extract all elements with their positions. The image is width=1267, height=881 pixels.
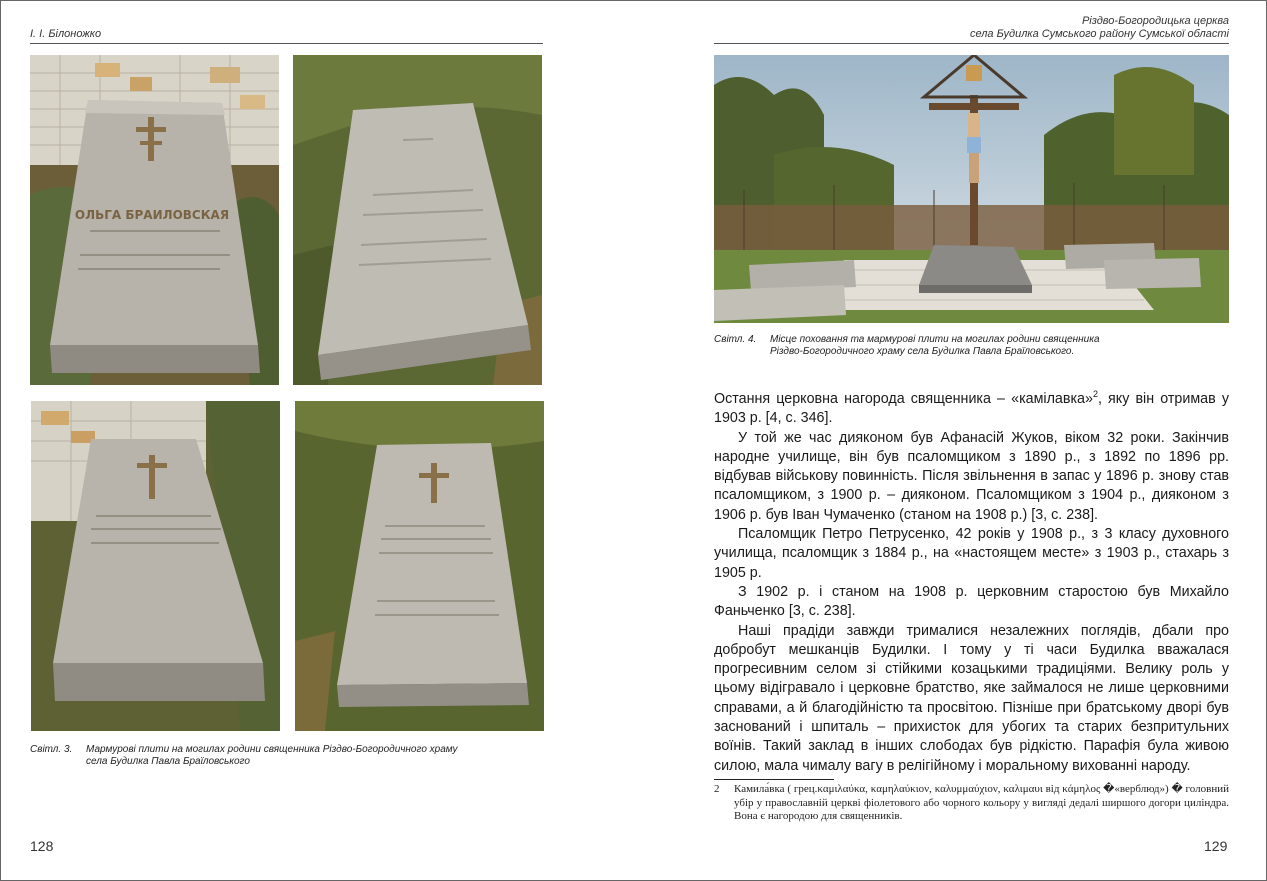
paragraph-5: Наші прадіди завжди трималися незалежних поглядів, дбали про добробут мешканців Будилки. І тому у ті часи Будилка вважалася прогресивним селом зі стійкими козацькими традиціями. Велику роль у цьому відігравало і церковне братство, яке займалося не лише церковними справами, а й благодійністю та просвітою. Пізніше при братському дворі був заснований і шпиталь – прихисток для убогих та старих безпритульних воїнів. Такий заклад в інших слободах був рідкістю. Парафія була живою силою, мала чималу вагу в релігійному і моральному вихованні народу. bbox=[714, 622, 1229, 774]
paragraph-4: З 1902 р. і станом на 1908 р. церковним старостою був Михайло Фаньченко [3, с. 238]. bbox=[714, 583, 1229, 620]
photo-burial-site-crucifix bbox=[714, 55, 1229, 323]
footnote bbox=[714, 783, 1229, 824]
photo-grave-slab-4 bbox=[295, 401, 544, 731]
running-head-line-2: села Будилка Сумського району Сумської області bbox=[969, 28, 1229, 40]
footnote-number: 2 bbox=[714, 783, 720, 795]
left-photo-caption bbox=[30, 744, 545, 768]
caption-label: Світл. 3. bbox=[30, 744, 73, 755]
caption-line-1: Мармурові плити на могилах родини священника Різдво-Богородичного храму bbox=[86, 744, 458, 755]
slab-inscription: ОЛЬГА БРАИЛОВСКАЯ bbox=[74, 208, 230, 222]
left-running-head: І. І. Білоножко bbox=[30, 28, 102, 40]
left-page-number: 128 bbox=[30, 838, 54, 854]
article-body bbox=[714, 390, 1229, 776]
paragraph-1: Остання церковна нагорода священника – «камілавка»$^2$, яку він отримав у 1903 р. [4, с. 346]. bbox=[714, 389, 1229, 427]
caption-line-2: Різдво-Богородичного храму села Будилка Павла Браїловського. bbox=[770, 346, 1075, 357]
right-running-head bbox=[714, 15, 1229, 41]
photo-grave-slab-1 bbox=[30, 55, 279, 385]
right-photo-caption bbox=[714, 334, 1229, 358]
right-page-number: 129 bbox=[1204, 838, 1228, 854]
right-header-rule bbox=[714, 43, 1229, 44]
caption-line-1: Місце поховання та мармурові плити на могилах родини священника bbox=[770, 334, 1100, 345]
running-head-line-1: Різдво-Богородицька церква bbox=[1081, 15, 1229, 27]
photo-grave-slab-2 bbox=[293, 55, 542, 385]
photo-grave-slab-3 bbox=[31, 401, 280, 731]
footnote-ref[interactable]: 2 bbox=[1092, 389, 1098, 400]
caption-label: Світл. 4. bbox=[714, 334, 757, 345]
footnote-text: Камила́вка ( грец.καμιλαύκα, καμηλαύκιον, καλυμμαύχιον, καλιμαυι від κάμηλος �«верблюд») � головний убір у православній церкві фіолетового або чорного кольору у вигляді дедалі ширшого догори циліндра. Вона є нагородою для священників. bbox=[734, 783, 1229, 822]
footnote-rule bbox=[714, 779, 834, 780]
caption-line-2: села Будилка Павла Браїловського bbox=[86, 756, 250, 767]
paragraph-2: У той же час дияконом був Афанасій Жуков, віком 32 роки. Закінчив народне училище, він був псаломщиком з 1890 р., з 1892 по 1896 рр. відбував військову повинність. Після звільнення в запас у 1896 р. знову став псаломщиком, з 1900 р. – дияконом. Псаломщиком з 1904 р., дияконом з 1906 р. був Іван Чумаченко (станом на 1908 р.) [3, с. 238]. bbox=[714, 429, 1229, 523]
paragraph-3: Псаломщик Петро Петрусенко, 42 років у 1908 р., з 3 класу духовного училища, псаломщик з 1884 р., на «настоящем месте» з 1903 р., стахарь з 1905 р. bbox=[714, 526, 1229, 581]
left-header-rule bbox=[30, 43, 543, 44]
